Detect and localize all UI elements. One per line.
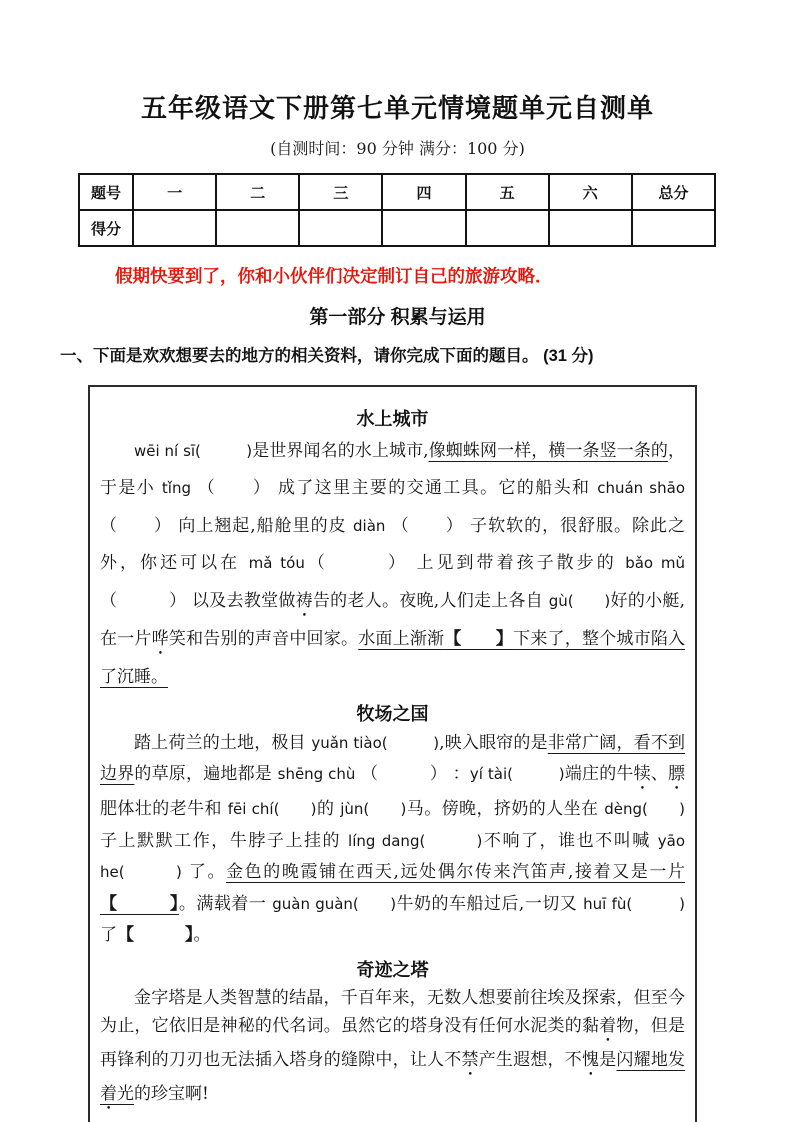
passage-title: 牧场之国: [356, 703, 429, 724]
text-segment: diàn: [353, 516, 386, 535]
header-cell-question-number: 题号: [79, 174, 133, 210]
passage-title: 水上城市: [356, 409, 429, 429]
text-segment: 金色的晚霞铺在西天,远处偶尔传来汽笛声,接着又是一片: [226, 862, 685, 883]
text-segment: 着: [599, 1016, 617, 1037]
text-segment: 是世界闻名的水上城市,: [252, 441, 429, 461]
header-cell-two: 二: [216, 174, 299, 210]
text-segment: 非常广阔，看不到边界: [100, 732, 685, 785]
text-segment: 祷: [295, 590, 313, 611]
header-cell-three: 三: [299, 174, 382, 210]
text-segment: 不响了，谁也不叫喊: [482, 830, 658, 851]
text-segment: 水面上渐渐: [358, 628, 445, 649]
text-segment: jùn( ): [340, 800, 407, 819]
text-segment: 光: [117, 1084, 134, 1105]
text-segment: 子上默默工作，牛脖子上挂的: [100, 830, 349, 851]
text-segment: 犊: [633, 764, 651, 785]
score-cell-empty: [466, 210, 549, 246]
text-segment: 了: [100, 925, 117, 946]
text-segment: （ ） 上见到带着孩子散步的: [304, 553, 626, 574]
text-segment: 【 】: [444, 628, 514, 649]
text-segment: （ ） 向上翘起,船舱里的皮: [100, 515, 354, 536]
text-segment: 好的小艇,在一片: [100, 590, 686, 649]
score-table-header-row: [79, 174, 715, 210]
text-segment: chuán shāo: [597, 479, 685, 498]
text-segment: 愧: [581, 1050, 600, 1071]
text-segment: shēng chù: [277, 765, 356, 784]
text-segment: fēi chí( ): [227, 800, 317, 819]
text-segment: huī fù( ): [583, 894, 686, 913]
text-segment: ，于是小: [100, 441, 686, 499]
text-segment: tǐng: [161, 479, 191, 498]
header-cell-one: 一: [133, 174, 216, 210]
text-segment: ,映入眼帘的是: [439, 732, 548, 753]
text-segment: guàn guàn( ): [272, 894, 397, 913]
text-segment: 肥体壮的老牛和: [100, 799, 228, 820]
header-cell-five: 五: [466, 174, 549, 210]
scenario-notice-text: 假期快要到了，你和小伙伴们决定制订自己的旅游攻略．: [115, 266, 553, 286]
text-segment: （ ） 以及去教堂做: [100, 590, 296, 611]
text-segment: yāo he( ): [100, 831, 686, 882]
text-segment: yí tài( ): [469, 765, 565, 784]
exam-time-score-subtitle: (自测时间：90 分钟 满分：100 分): [270, 139, 525, 158]
score-cell-empty: [632, 210, 715, 246]
text-segment: gù( ): [548, 591, 611, 610]
header-cell-four: 四: [382, 174, 465, 210]
text-segment: 闪耀地发: [616, 1050, 686, 1071]
text-segment: 的: [316, 799, 341, 820]
text-segment: 端庄的牛: [564, 764, 634, 785]
text-segment: 的草原，遍地都是: [134, 764, 278, 785]
page-title: 五年级语文下册第七单元情境题单元自测单: [140, 93, 654, 123]
part-one-heading: 第一部分 积累与运用: [309, 307, 486, 328]
passage-paragraph: [100, 984, 685, 1115]
score-row-label: 得分: [79, 210, 133, 246]
passage-paragraph: [100, 728, 685, 952]
text-segment: 像蜘蛛网一样，横一条竖一条的: [428, 441, 669, 461]
text-segment: （ ） ：: [355, 764, 470, 785]
text-segment: 产生遐想，不: [478, 1050, 582, 1071]
score-table: [78, 173, 716, 247]
text-segment: 。: [193, 925, 211, 946]
text-segment: 物，但是再锋利的刀刃也无法插入塔身的缝隙中，让人不: [100, 1016, 686, 1071]
text-segment: 是: [599, 1050, 617, 1071]
text-segment: dèng( ): [604, 800, 686, 819]
score-cell-empty: [216, 210, 299, 246]
text-segment: 。满载着一: [178, 893, 273, 914]
text-segment: 【 】: [117, 925, 194, 946]
text-segment: 着: [100, 1084, 117, 1105]
text-segment: 【 】: [100, 893, 179, 914]
question-one-stem: 一、下面是欢欢想要去的地方的相关资料，请你完成下面的题目。 (31 分): [60, 347, 594, 365]
passage-section-pasture-country: [100, 700, 685, 952]
text-segment: wēi ní sī( ): [134, 442, 253, 460]
header-cell-total: 总分: [632, 174, 715, 210]
text-segment: 的珍宝啊!: [134, 1084, 209, 1105]
text-segment: yuǎn tiào( ): [311, 733, 440, 752]
reading-material-box: [88, 385, 697, 1122]
score-table-score-row: [79, 210, 715, 246]
text-segment: bǎo mǔ: [625, 554, 685, 573]
text-segment: 膘: [668, 764, 686, 785]
text-segment: 告的老人。夜晚,人们走上各自: [312, 590, 549, 611]
text-segment: 、: [650, 764, 669, 785]
text-segment: （ ） 成了这里主要的交通工具。它的船头和: [190, 478, 598, 499]
text-segment: 了。: [181, 862, 227, 883]
text-segment: 下来了，整个城市陷入了沉睡。: [100, 628, 686, 687]
score-cell-empty: [133, 210, 216, 246]
text-segment: 禁: [461, 1050, 479, 1071]
passage-paragraph: [100, 433, 685, 696]
text-segment: 金字塔是人类智慧的结晶，千百年来，无数人想要前往埃及探索，但至今为止，它依旧是神秘的代名词。虽然它的塔身没有任何水泥类的黏: [100, 987, 685, 1037]
passage-title: 奇迹之塔: [356, 959, 429, 980]
score-cell-empty: [299, 210, 382, 246]
score-cell-empty: [382, 210, 465, 246]
text-segment: 马。傍晚，挤奶的人坐在: [406, 799, 605, 820]
text-segment: mǎ tóu: [248, 554, 305, 573]
text-segment: líng dang( ): [348, 831, 483, 850]
text-segment: 踏上荷兰的土地，极目: [134, 732, 312, 753]
score-cell-empty: [549, 210, 632, 246]
text-segment: 笑和告别的声音中回家。: [168, 628, 359, 649]
text-segment: 牛奶的车船过后,一切又: [396, 893, 584, 914]
passage-section-miracle-tower: [100, 956, 685, 1115]
header-cell-six: 六: [549, 174, 632, 210]
text-segment: （ ） 子软软的，很舒服。除此之外，你还可以在: [100, 515, 685, 574]
passage-section-water-city: [100, 405, 685, 696]
text-segment: 哗: [151, 628, 169, 649]
